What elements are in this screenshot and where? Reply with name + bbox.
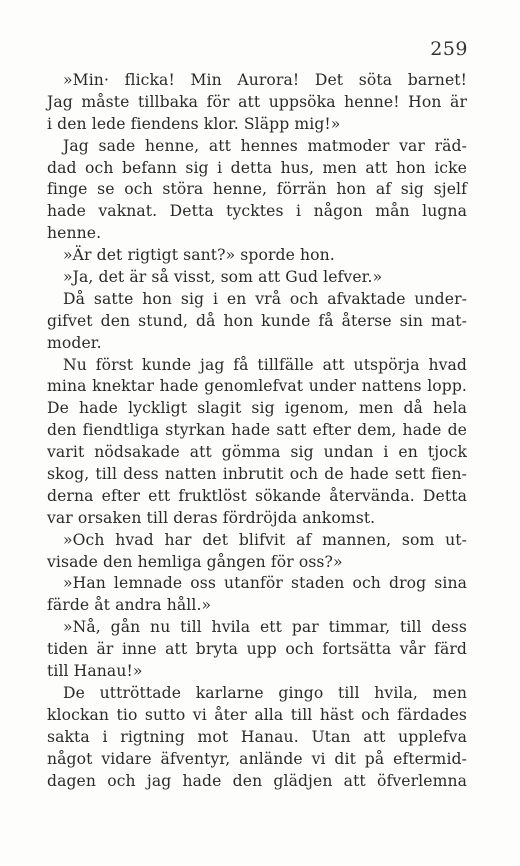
text-line: till Hanau!» xyxy=(47,662,143,681)
text-line: skog, till dess natten inbrutit och de hade sett fien- xyxy=(47,465,467,484)
text-line: mina knektar hade genomlefvat under nattens lopp. xyxy=(47,377,467,396)
text-line: dad och befann sig i detta hus, men att hon icke xyxy=(47,158,467,177)
text-line: »Ja, det är så visst, som att Gud lefver.» xyxy=(63,268,383,287)
text-line: De hade lyckligt slagit sig igenom, men då hela xyxy=(47,399,467,418)
text-line: varit nödsakade att gömma sig undan i en tjock xyxy=(47,443,467,462)
text-line: gifvet den stund, då hon kunde få återse sin mat- xyxy=(47,311,467,330)
text-line: moder. xyxy=(47,333,102,352)
text-line: sakta i rigtning mot Hanau. Utan att upplefva xyxy=(47,727,467,746)
text-line: klockan tio sutto vi åter alla till häst och färdades xyxy=(47,705,467,724)
text-line: De uttröttade karlarne gingo till hvila, men xyxy=(63,683,467,702)
text-line: »Min· flicka! Min Aurora! Det söta barnet! xyxy=(63,71,467,89)
text-line: färde åt andra håll.» xyxy=(47,596,212,615)
text-line: dagen och jag hade den glädjen att öfverlemna xyxy=(47,771,467,790)
text-line: något vidare äfventyr, anlände vi dit på eftermid- xyxy=(47,749,467,768)
text-line: »Och hvad har det blifvit af mannen, som ut- xyxy=(63,530,467,549)
text-line: Nu först kunde jag få tillfälle att utspörja hvad xyxy=(63,355,467,374)
text-line: »Är det rigtigt sant?» sporde hon. xyxy=(63,246,335,265)
text-line: henne. xyxy=(47,224,102,243)
body-text xyxy=(47,70,467,792)
text-line: derna efter ett fruktlöst sökande återvända. Detta xyxy=(47,486,467,505)
text-line: var orsaken till deras fördröjda ankomst. xyxy=(47,508,376,527)
text-line: Jag sade henne, att hennes matmoder var räd- xyxy=(63,136,467,155)
text-line: visade den hemliga gången för oss?» xyxy=(47,552,343,571)
text-line: Då satte hon sig i en vrå och afvaktade under- xyxy=(63,289,467,308)
text-line: »Han lemnade oss utanför staden och drog sina xyxy=(63,574,467,593)
text-line: finge se och störa henne, förrän hon af sig sjelf xyxy=(47,180,467,199)
page-number: 259 xyxy=(430,38,468,60)
text-line: den fiendtliga styrkan hade satt efter dem, hade de xyxy=(47,421,467,440)
text-line: tiden är inne att bryta upp och fortsätta vår färd xyxy=(47,640,467,659)
text-line: »Nå, gån nu till hvila ett par timmar, till dess xyxy=(63,618,467,637)
text-line: hade vaknat. Detta tycktes i någon mån lugna xyxy=(47,202,467,221)
text-line: i den lede fiendens klor. Släpp mig!» xyxy=(47,114,341,133)
text-line: Jag måste tillbaka för att uppsöka henne! Hon är xyxy=(47,92,467,111)
